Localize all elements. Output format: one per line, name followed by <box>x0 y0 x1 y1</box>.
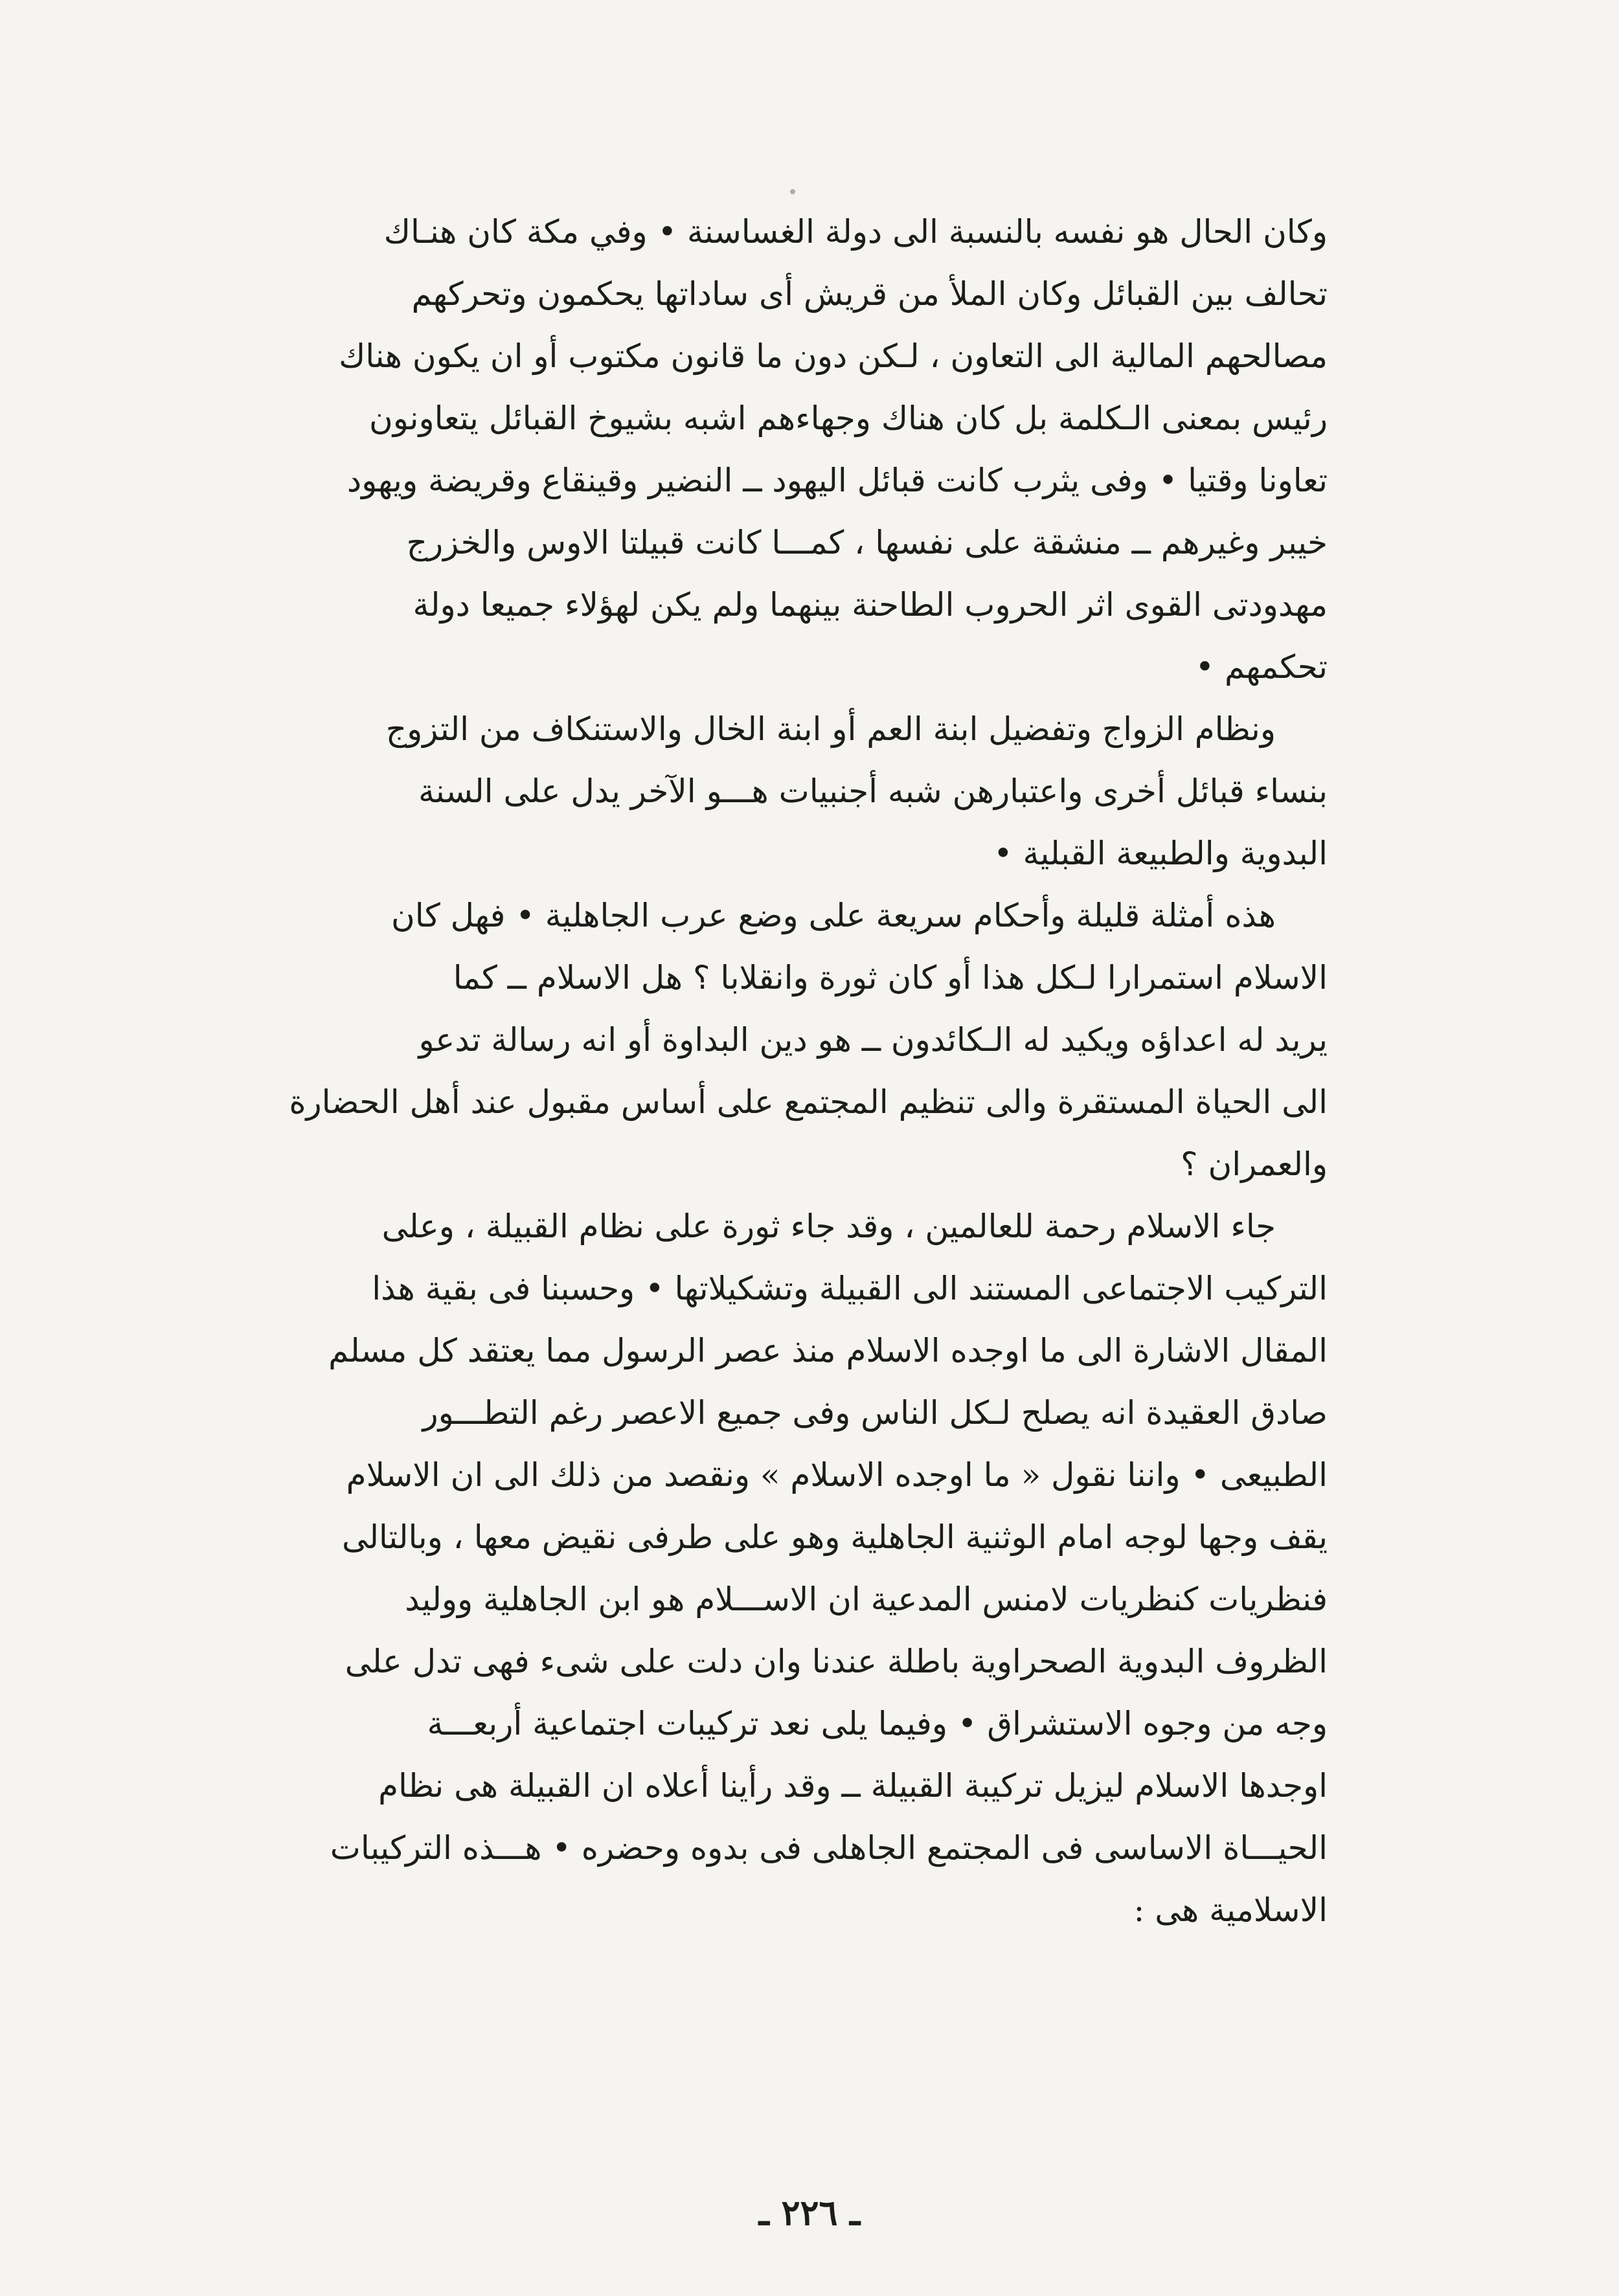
page-number: ـ ٢٢٦ ـ <box>758 2192 861 2233</box>
text-line: البدوية والطبيعة القبلية • <box>993 835 1328 872</box>
text-line: الظروف البدوية الصحراوية باطلة عندنا وان دلت على شىء فهى تدل على <box>345 1643 1328 1680</box>
text-line: الى الحياة المستقرة والى تنظيم المجتمع على أساس مقبول عند أهل الحضارة <box>289 1083 1328 1121</box>
text-line: هذه أمثلة قليلة وأحكام سريعة على وضع عرب الجاهلية • فهل كان <box>391 897 1276 934</box>
text-line: يريد له اعداؤه ويكيد له الـكائدون ــ هو دين البداوة أو انه رسالة تدعو <box>418 1021 1328 1059</box>
text-line: فنظريات كنظريات لامنس المدعية ان الاســـلام هو ابن الجاهلية ووليد <box>405 1581 1328 1618</box>
text-line: رئيس بمعنى الـكلمة بل كان هناك وجهاءهم اشبه بشيوخ القبائل يتعاونون <box>368 400 1328 437</box>
paragraph-1 <box>259 201 1328 698</box>
text-line: يقف وجها لوجه امام الوثنية الجاهلية وهو على طرفى نقيض معها ، وبالتالى <box>342 1518 1328 1556</box>
text-line: تحالف بين القبائل وكان الملأ من قريش أى ساداتها يحكمون وتحركهم <box>411 275 1328 313</box>
body-text <box>259 201 1328 1941</box>
text-line: بنساء قبائل أخرى واعتبارهن شبه أجنبيات هـــو الآخر يدل على السنة <box>418 772 1328 810</box>
text-line: والعمران ؟ <box>1181 1145 1328 1183</box>
paragraph-2 <box>259 698 1328 884</box>
text-line: الطبيعى • واننا نقول « ما اوجده الاسلام » ونقصد من ذلك الى ان الاسلام <box>346 1456 1328 1494</box>
text-line: ونظام الزواج وتفضيل ابنة العم أو ابنة الخال والاستنكاف من التزوج <box>385 710 1276 748</box>
text-line: الاسلامية هى : <box>1133 1891 1328 1929</box>
text-line: وجه من وجوه الاستشراق • وفيما يلى نعد تركيبات اجتماعية أربعـــة <box>427 1705 1328 1742</box>
text-line: مهدودتى القوى اثر الحروب الطاحنة بينهما ولم يكن لهؤلاء جميعا دولة <box>413 586 1328 624</box>
paragraph-4 <box>259 1195 1328 1941</box>
text-line: المقال الاشارة الى ما اوجده الاسلام منذ عصر الرسول مما يعتقد كل مسلم <box>328 1332 1328 1369</box>
text-line: صادق العقيدة انه يصلح لـكل الناس وفى جميع الاعصر رغم التطـــور <box>422 1394 1328 1432</box>
paragraph-3 <box>259 884 1328 1195</box>
text-line: التركيب الاجتماعى المستند الى القبيلة وتشكيلاتها • وحسبنا فى بقية هذا <box>372 1270 1328 1307</box>
text-line: الاسلام استمرارا لـكل هذا أو كان ثورة وانقلابا ؟ هل الاسلام ــ كما <box>453 959 1328 996</box>
text-line: خيبر وغيرهم ــ منشقة على نفسها ، كمـــا كانت قبيلتا الاوس والخزرج <box>406 524 1328 561</box>
text-line: الحيـــاة الاساسى فى المجتمع الجاهلى فى بدوه وحضره • هـــذه التركيبات <box>330 1829 1328 1867</box>
text-line: مصالحهم المالية الى التعاون ، لـكن دون ما قانون مكتوب أو ان يكون هناك <box>339 337 1328 375</box>
text-line: تعاونا وقتيا • وفى يثرب كانت قبائل اليهود ــ النضير وقينقاع وقريضة ويهود <box>346 462 1328 499</box>
text-line: وكان الحال هو نفسه بالنسبة الى دولة الغساسنة • وفي مكة كان هنـاك <box>383 213 1328 251</box>
text-line: اوجدها الاسلام ليزيل تركيبة القبيلة ــ وقد رأينا أعلاه ان القبيلة هى نظام <box>378 1767 1328 1805</box>
text-line: تحكمهم • <box>1195 648 1328 686</box>
scan-speck <box>790 189 795 194</box>
text-line: جاء الاسلام رحمة للعالمين ، وقد جاء ثورة على نظام القبيلة ، وعلى <box>381 1208 1276 1245</box>
